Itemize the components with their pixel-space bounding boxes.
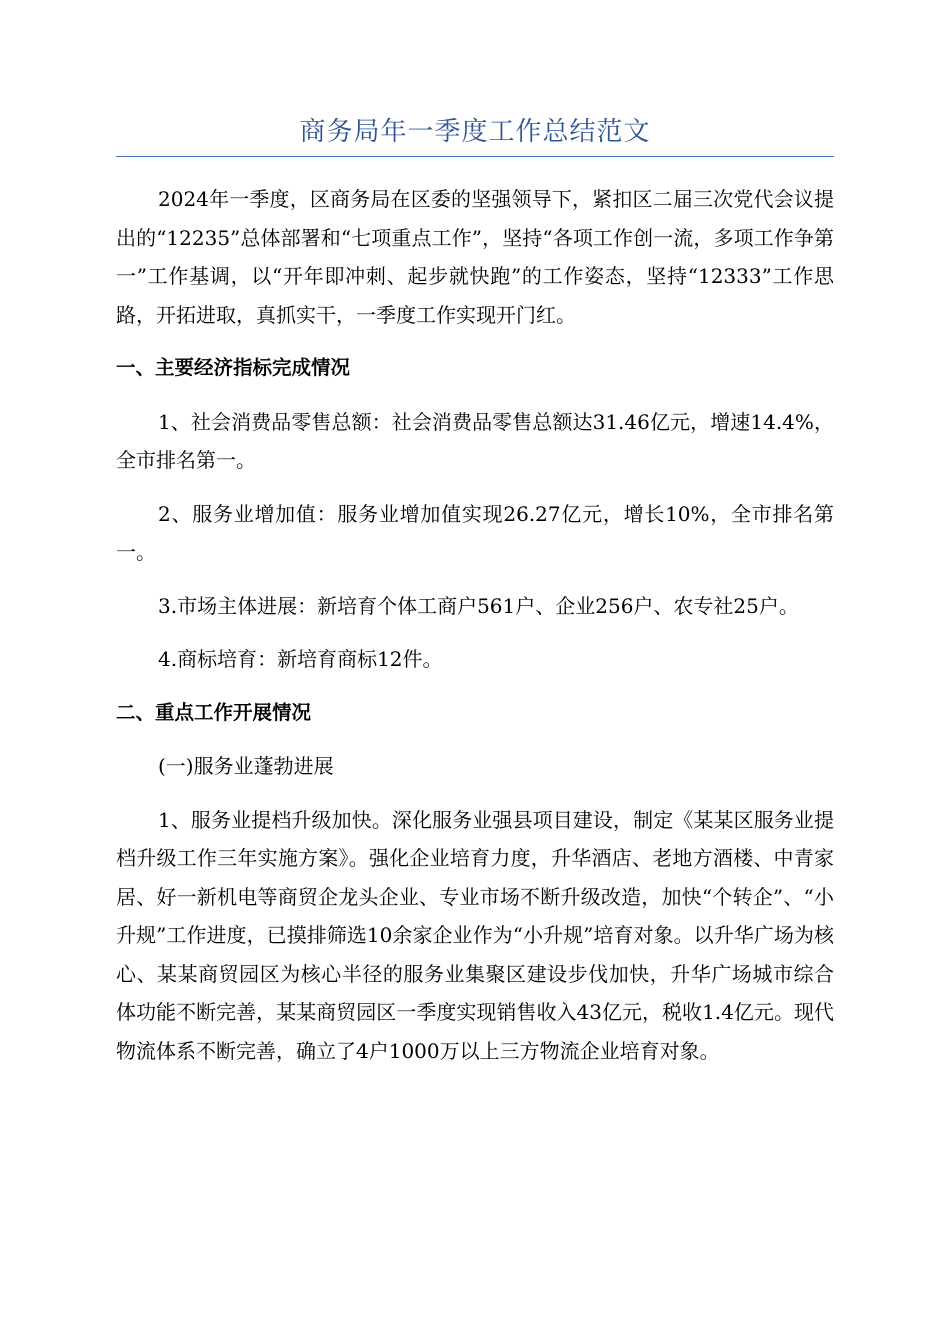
service-upgrade-paragraph: 1、服务业提档升级加快。深化服务业强县项目建设，制定《某某区服务业提档升级工作三年实施方案》。强化企业培育力度，升华酒店、老地方酒楼、中青家居、好一新机电等商贸企龙头企业、专业市场不断升级改造，加快“个转企”、“小升规”工作进度，已摸排筛选10余家企业作为“小升规”培育对象。以升华广场为核心、某某商贸园区为核心半径的服务业集聚区建设步伐加快，升华广场城市综合体功能不断完善，某某商贸园区一季度实现销售收入43亿元，税收1.4亿元。现代物流体系不断完善，确立了4户1000万以上三方物流企业培育对象。 [116, 807, 834, 1063]
section-heading-key-work: 二、重点工作开展情况 [116, 700, 312, 724]
indicator-trademarks: 4.商标培育：新培育商标12件。 [158, 647, 443, 671]
indicator-retail-sales: 1、社会消费品零售总额：社会消费品零售总额达31.46亿元，增速14.4%，全市排名第一。 [116, 409, 834, 472]
indicator-market-entities: 3.市场主体进展：新培育个体工商户561户、企业256户、农专社25户。 [158, 593, 799, 618]
document-title: 商务局年一季度工作总结范文 [116, 112, 834, 157]
intro-paragraph: 2024年一季度，区商务局在区委的坚强领导下，紧扣区二届三次党代会议提出的“12235”总体部署和“七项重点工作”，坚持“各项工作创一流，多项工作争第一”工作基调，以“开年即冲刺、起步就快跑”的工作姿态，坚持“12333”工作思路，开拓进取，真抓实干，一季度工作实现开门红。 [116, 187, 834, 327]
indicator-service-value-added: 2、服务业增加值：服务业增加值实现26.27亿元，增长10%，全市排名第一。 [116, 501, 834, 564]
document-page [116, 0, 834, 1070]
sub-heading-service-industry: (一)服务业蓬勃进展 [158, 754, 334, 778]
section-heading-economic-indicators: 一、主要经济指标完成情况 [116, 356, 351, 379]
